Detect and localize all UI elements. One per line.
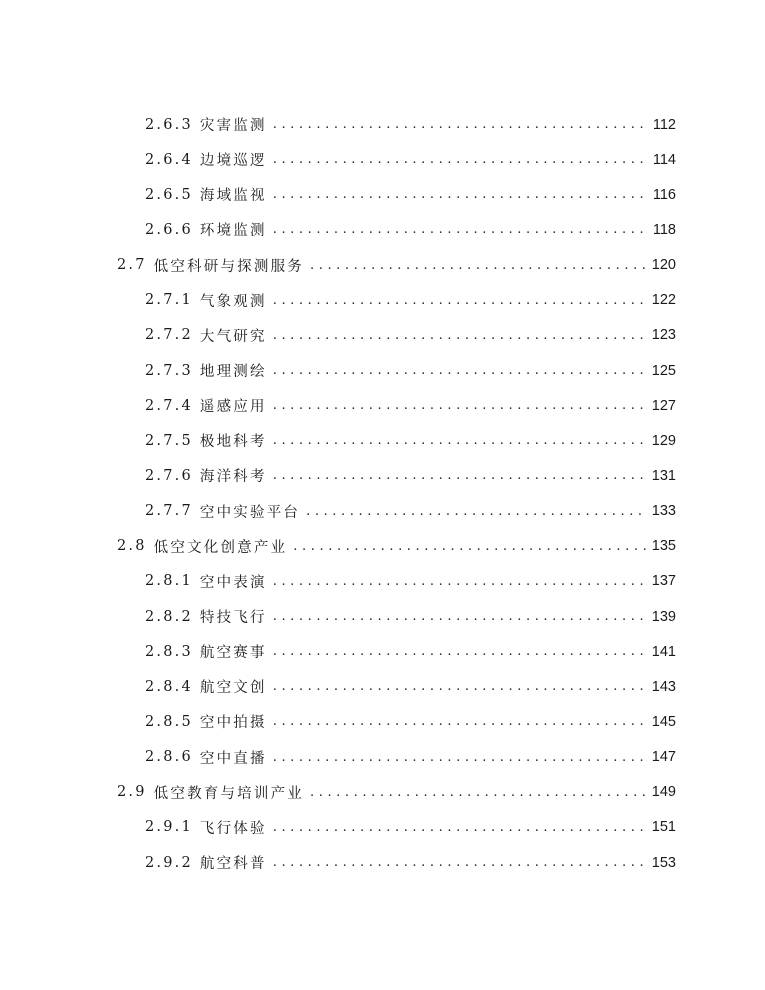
toc-dot-leader	[273, 679, 646, 694]
toc-entry-content	[145, 571, 676, 592]
toc-entry-content	[117, 536, 676, 557]
toc-section-number: 2.8	[117, 538, 147, 555]
toc-section-title: 空中实验平台	[199, 504, 301, 521]
toc-entry-content	[145, 395, 676, 416]
toc-page-number: 149	[651, 784, 676, 801]
toc-dot-leader	[273, 222, 646, 237]
toc-section-number: 2.7.2	[145, 327, 193, 344]
toc-dot-leader	[273, 433, 646, 448]
toc-page-number: 153	[651, 854, 676, 871]
toc-entry[interactable]	[0, 458, 765, 493]
toc-entry-content	[145, 465, 676, 486]
toc-page-number: 141	[651, 643, 676, 660]
toc-entry[interactable]	[0, 107, 765, 142]
toc-page-number: 139	[651, 608, 676, 625]
toc-page-number: 114	[652, 151, 676, 168]
toc-entry[interactable]	[0, 388, 765, 423]
toc-dot-leader	[273, 293, 646, 308]
toc-section-title: 环境监测	[199, 223, 267, 240]
toc-section-number: 2.8.5	[145, 713, 193, 730]
toc-entry[interactable]	[0, 740, 765, 775]
toc-entry-content	[145, 114, 676, 135]
toc-dot-leader	[306, 504, 646, 519]
toc-entry-content	[145, 219, 676, 240]
toc-section-number: 2.6.6	[145, 221, 193, 238]
toc-section-number: 2.7.4	[145, 397, 193, 414]
toc-section-title: 低空文化创意产业	[153, 539, 288, 556]
toc-entry[interactable]	[0, 283, 765, 318]
toc-dot-leader	[273, 398, 646, 413]
toc-page-number: 116	[652, 186, 676, 203]
toc-section-number: 2.7.5	[145, 432, 193, 449]
toc-page-number: 133	[651, 503, 676, 520]
toc-entry[interactable]	[0, 353, 765, 388]
toc-section-number: 2.8.2	[145, 608, 193, 625]
toc-entry[interactable]	[0, 212, 765, 247]
toc-entry[interactable]	[0, 669, 765, 704]
toc-section-title: 空中直播	[199, 750, 267, 767]
toc-entry-content	[145, 325, 676, 346]
toc-page-number: 118	[652, 221, 676, 238]
toc-section-title: 边境巡逻	[199, 153, 267, 170]
toc-entry-content	[145, 747, 676, 768]
toc-entry-content	[117, 782, 676, 803]
toc-section-title: 极地科考	[199, 434, 267, 451]
toc-entry[interactable]	[0, 599, 765, 634]
toc-dot-leader	[273, 363, 646, 378]
toc-page-number: 122	[651, 292, 676, 309]
toc-entry-content	[145, 711, 676, 732]
toc-section-title: 大气研究	[199, 328, 267, 345]
toc-section-title: 特技飞行	[199, 610, 267, 627]
toc-dot-leader	[273, 820, 646, 835]
toc-section-number: 2.7.1	[145, 292, 193, 309]
toc-entry-content	[145, 430, 676, 451]
toc-entry[interactable]	[0, 529, 765, 564]
toc-section-title: 低空教育与培训产业	[153, 785, 304, 802]
toc-entry[interactable]	[0, 494, 765, 529]
toc-dot-leader	[273, 644, 646, 659]
toc-entry[interactable]	[0, 318, 765, 353]
toc-entry-content	[145, 149, 676, 170]
toc-entry-content	[145, 817, 676, 838]
toc-section-title: 海洋科考	[199, 469, 267, 486]
toc-section-number: 2.8.4	[145, 678, 193, 695]
toc-entry[interactable]	[0, 423, 765, 458]
toc-entry[interactable]	[0, 142, 765, 177]
toc-section-number: 2.8.6	[145, 749, 193, 766]
toc-page-number: 151	[651, 819, 676, 836]
toc-entry[interactable]	[0, 845, 765, 880]
toc-section-title: 地理测绘	[199, 364, 267, 381]
toc-entry[interactable]	[0, 248, 765, 283]
toc-section-number: 2.7	[117, 257, 147, 274]
toc-section-title: 空中表演	[199, 574, 267, 591]
toc-entry-content	[117, 255, 676, 276]
toc-entry-content	[145, 290, 676, 311]
toc-section-title: 航空文创	[199, 680, 267, 697]
toc-section-number: 2.6.5	[145, 186, 193, 203]
toc-page-number: 120	[651, 257, 676, 274]
toc-section-title: 飞行体验	[199, 820, 267, 837]
toc-dot-leader	[310, 785, 646, 800]
toc-entry-content	[145, 360, 676, 381]
toc-dot-leader	[273, 574, 646, 589]
toc-section-number: 2.6.3	[145, 116, 193, 133]
toc-section-number: 2.8.1	[145, 573, 193, 590]
toc-page-number: 123	[651, 327, 676, 344]
toc-entry[interactable]	[0, 704, 765, 739]
toc-section-number: 2.6.4	[145, 151, 193, 168]
toc-dot-leader	[293, 539, 646, 554]
toc-section-title: 海域监视	[199, 188, 267, 205]
toc-entry-content	[145, 852, 676, 873]
toc-entry-content	[145, 676, 676, 697]
toc-section-title: 航空赛事	[199, 645, 267, 662]
toc-page-number: 137	[651, 573, 676, 590]
toc-entry-content	[145, 184, 676, 205]
toc-entry[interactable]	[0, 177, 765, 212]
toc-section-number: 2.7.6	[145, 467, 193, 484]
toc-dot-leader	[273, 152, 646, 167]
toc-dot-leader	[273, 714, 646, 729]
toc-entry-content	[145, 501, 676, 522]
table-of-contents	[0, 107, 765, 880]
toc-dot-leader	[273, 468, 646, 483]
toc-page-number: 131	[651, 467, 676, 484]
toc-section-number: 2.7.3	[145, 362, 193, 379]
toc-section-number: 2.9.2	[145, 854, 193, 871]
toc-page-number: 143	[651, 678, 676, 695]
toc-section-title: 低空科研与探测服务	[153, 258, 304, 275]
toc-page-number: 125	[651, 362, 676, 379]
toc-section-title: 灾害监测	[199, 118, 267, 135]
toc-section-title: 航空科普	[199, 856, 267, 873]
toc-entry[interactable]	[0, 775, 765, 810]
toc-dot-leader	[273, 328, 646, 343]
toc-dot-leader	[273, 117, 646, 132]
toc-section-number: 2.9.1	[145, 819, 193, 836]
toc-dot-leader	[310, 258, 646, 273]
toc-page-number: 112	[652, 116, 676, 133]
toc-page-number: 129	[651, 432, 676, 449]
toc-section-number: 2.8.3	[145, 643, 193, 660]
toc-section-number: 2.9	[117, 784, 147, 801]
toc-dot-leader	[273, 609, 646, 624]
toc-page-number: 145	[651, 713, 676, 730]
toc-page-number: 127	[651, 397, 676, 414]
toc-dot-leader	[273, 187, 646, 202]
toc-entry-content	[145, 606, 676, 627]
toc-page-number: 135	[651, 538, 676, 555]
toc-entry[interactable]	[0, 810, 765, 845]
toc-entry-content	[145, 641, 676, 662]
toc-section-title: 遥感应用	[199, 399, 267, 416]
toc-page-number: 147	[651, 749, 676, 766]
toc-section-title: 空中拍摄	[199, 715, 267, 732]
toc-dot-leader	[273, 855, 646, 870]
toc-section-title: 气象观测	[199, 293, 267, 310]
toc-section-number: 2.7.7	[145, 503, 193, 520]
toc-dot-leader	[273, 750, 646, 765]
toc-entry[interactable]	[0, 634, 765, 669]
toc-entry[interactable]	[0, 564, 765, 599]
